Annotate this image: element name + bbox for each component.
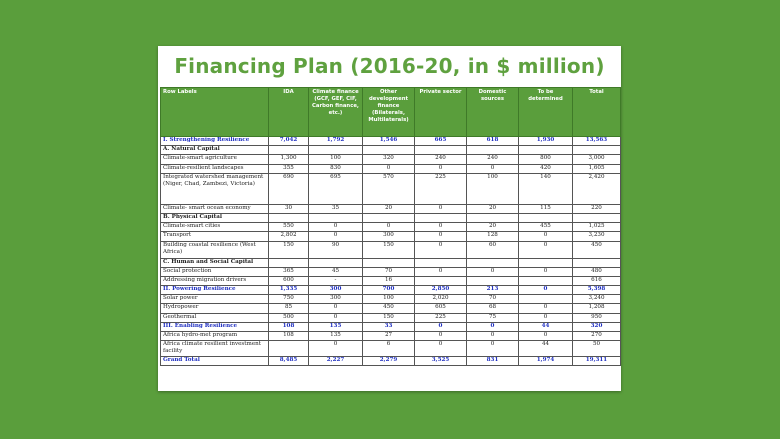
cell-other-development-finance bbox=[363, 213, 415, 222]
cell-ida bbox=[269, 213, 309, 222]
cell-total: 19,311 bbox=[573, 357, 621, 366]
cell-climate-finance: 1,792 bbox=[309, 137, 363, 146]
cell-private-sector: 0 bbox=[415, 322, 467, 331]
cell-row-label: Hydropower bbox=[161, 304, 269, 313]
cell-to-be-determined: 1,930 bbox=[519, 137, 573, 146]
cell-total: 3,230 bbox=[573, 232, 621, 241]
cell-total: 270 bbox=[573, 332, 621, 341]
cell-climate-finance: 100 bbox=[309, 155, 363, 164]
cell-to-be-determined bbox=[519, 276, 573, 285]
cell-ida bbox=[269, 258, 309, 267]
cell-domestic-sources: 0 bbox=[467, 267, 519, 276]
cell-domestic-sources: 831 bbox=[467, 357, 519, 366]
cell-to-be-determined: 0 bbox=[519, 241, 573, 258]
cell-total: 2,420 bbox=[573, 173, 621, 204]
cell-private-sector bbox=[415, 258, 467, 267]
cell-private-sector bbox=[415, 213, 467, 222]
cell-ida: 1,300 bbox=[269, 155, 309, 164]
cell-total: 50 bbox=[573, 341, 621, 357]
cell-ida: 108 bbox=[269, 332, 309, 341]
cell-climate-finance: 300 bbox=[309, 295, 363, 304]
cell-private-sector: 240 bbox=[415, 155, 467, 164]
cell-total: 950 bbox=[573, 313, 621, 322]
cell-row-label: Geothermal bbox=[161, 313, 269, 322]
cell-row-label: Transport bbox=[161, 232, 269, 241]
cell-to-be-determined: 0 bbox=[519, 232, 573, 241]
cell-other-development-finance: 6 bbox=[363, 341, 415, 357]
cell-climate-finance: 0 bbox=[309, 313, 363, 322]
cell-private-sector bbox=[415, 146, 467, 155]
cell-to-be-determined: 1,974 bbox=[519, 357, 573, 366]
cell-ida: 1,335 bbox=[269, 286, 309, 295]
cell-total: 480 bbox=[573, 267, 621, 276]
cell-climate-finance: - bbox=[309, 276, 363, 285]
cell-ida: 690 bbox=[269, 173, 309, 204]
cell-row-label: III. Enabling Resilience bbox=[161, 322, 269, 331]
cell-domestic-sources: 128 bbox=[467, 232, 519, 241]
cell-private-sector: 0 bbox=[415, 241, 467, 258]
cell-domestic-sources: 0 bbox=[467, 332, 519, 341]
table-row bbox=[161, 164, 621, 173]
cell-total: 616 bbox=[573, 276, 621, 285]
cell-to-be-determined: 115 bbox=[519, 204, 573, 213]
cell-to-be-determined: 140 bbox=[519, 173, 573, 204]
header-total: Total bbox=[573, 88, 621, 137]
cell-private-sector bbox=[415, 276, 467, 285]
cell-total: 320 bbox=[573, 322, 621, 331]
cell-other-development-finance: 0 bbox=[363, 164, 415, 173]
table-row bbox=[161, 313, 621, 322]
cell-ida bbox=[269, 341, 309, 357]
cell-to-be-determined: 44 bbox=[519, 322, 573, 331]
cell-other-development-finance: 450 bbox=[363, 304, 415, 313]
cell-domestic-sources bbox=[467, 146, 519, 155]
cell-ida: 8,485 bbox=[269, 357, 309, 366]
cell-total: 1,605 bbox=[573, 164, 621, 173]
cell-domestic-sources bbox=[467, 213, 519, 222]
cell-domestic-sources: 213 bbox=[467, 286, 519, 295]
table-row bbox=[161, 341, 621, 357]
header-row-labels: Row Labels bbox=[161, 88, 269, 137]
financing-plan-slide bbox=[158, 46, 621, 391]
table-row bbox=[161, 304, 621, 313]
financing-table bbox=[160, 87, 621, 366]
cell-row-label: Africa hydro-met program bbox=[161, 332, 269, 341]
cell-domestic-sources: 60 bbox=[467, 241, 519, 258]
cell-ida: 500 bbox=[269, 313, 309, 322]
table-row bbox=[161, 137, 621, 146]
cell-other-development-finance: 70 bbox=[363, 267, 415, 276]
cell-to-be-determined: 0 bbox=[519, 313, 573, 322]
cell-other-development-finance: 20 bbox=[363, 204, 415, 213]
cell-private-sector: 0 bbox=[415, 267, 467, 276]
cell-domestic-sources: 0 bbox=[467, 341, 519, 357]
cell-to-be-determined: 0 bbox=[519, 332, 573, 341]
table-row bbox=[161, 223, 621, 232]
cell-private-sector: 0 bbox=[415, 223, 467, 232]
cell-climate-finance bbox=[309, 213, 363, 222]
cell-ida: 150 bbox=[269, 241, 309, 258]
cell-row-label: A. Natural Capital bbox=[161, 146, 269, 155]
cell-to-be-determined: 0 bbox=[519, 286, 573, 295]
cell-row-label: I. Strengthening Resilience bbox=[161, 137, 269, 146]
cell-other-development-finance: 27 bbox=[363, 332, 415, 341]
cell-private-sector: 0 bbox=[415, 232, 467, 241]
page-title: Financing Plan (2016-20, in $ million) bbox=[174, 54, 605, 78]
cell-other-development-finance: 16 bbox=[363, 276, 415, 285]
cell-to-be-determined: 0 bbox=[519, 304, 573, 313]
cell-row-label: Climate- smart ocean economy bbox=[161, 204, 269, 213]
cell-other-development-finance: 1,546 bbox=[363, 137, 415, 146]
cell-climate-finance: 2,227 bbox=[309, 357, 363, 366]
cell-other-development-finance: 150 bbox=[363, 313, 415, 322]
table-row bbox=[161, 213, 621, 222]
cell-total bbox=[573, 213, 621, 222]
cell-ida: 85 bbox=[269, 304, 309, 313]
cell-total: 450 bbox=[573, 241, 621, 258]
cell-total: 220 bbox=[573, 204, 621, 213]
header-row bbox=[161, 88, 621, 137]
cell-total: 3,240 bbox=[573, 295, 621, 304]
cell-ida: 600 bbox=[269, 276, 309, 285]
cell-to-be-determined bbox=[519, 213, 573, 222]
cell-total: 1,208 bbox=[573, 304, 621, 313]
cell-to-be-determined: 0 bbox=[519, 267, 573, 276]
cell-climate-finance: 695 bbox=[309, 173, 363, 204]
cell-private-sector: 225 bbox=[415, 173, 467, 204]
cell-private-sector: 0 bbox=[415, 164, 467, 173]
cell-total: 1,025 bbox=[573, 223, 621, 232]
cell-climate-finance bbox=[309, 258, 363, 267]
header-to-be-determined: To be determined bbox=[519, 88, 573, 137]
cell-row-label: Africa climate resilient investment facility bbox=[161, 341, 269, 357]
cell-domestic-sources bbox=[467, 276, 519, 285]
cell-row-label: Solar power bbox=[161, 295, 269, 304]
cell-row-label: Climate-smart agriculture bbox=[161, 155, 269, 164]
cell-other-development-finance: 570 bbox=[363, 173, 415, 204]
table-row bbox=[161, 232, 621, 241]
header-domestic-sources: Domestic sources bbox=[467, 88, 519, 137]
header-other-development-finance: Other development finance (Bilaterals, Multilaterals) bbox=[363, 88, 415, 137]
cell-to-be-determined bbox=[519, 258, 573, 267]
cell-private-sector: 2,850 bbox=[415, 286, 467, 295]
table-row bbox=[161, 286, 621, 295]
cell-total: 5,398 bbox=[573, 286, 621, 295]
cell-climate-finance: 0 bbox=[309, 341, 363, 357]
cell-row-label: Social protection bbox=[161, 267, 269, 276]
cell-row-label: II. Powering Resilience bbox=[161, 286, 269, 295]
cell-row-label: Integrated watershed management (Niger, Chad, Zambezi, Victoria) bbox=[161, 173, 269, 204]
cell-other-development-finance: 2,279 bbox=[363, 357, 415, 366]
cell-ida: 750 bbox=[269, 295, 309, 304]
cell-other-development-finance: 320 bbox=[363, 155, 415, 164]
cell-domestic-sources: 100 bbox=[467, 173, 519, 204]
cell-row-label: Grand Total bbox=[161, 357, 269, 366]
cell-to-be-determined: 800 bbox=[519, 155, 573, 164]
cell-other-development-finance bbox=[363, 258, 415, 267]
cell-row-label: Building coastal resilience (West Africa) bbox=[161, 241, 269, 258]
table-row bbox=[161, 241, 621, 258]
cell-domestic-sources: 0 bbox=[467, 322, 519, 331]
cell-domestic-sources: 70 bbox=[467, 295, 519, 304]
cell-ida: 550 bbox=[269, 223, 309, 232]
cell-to-be-determined: 44 bbox=[519, 341, 573, 357]
table-row bbox=[161, 322, 621, 331]
cell-row-label: Climate-resilient landscapes bbox=[161, 164, 269, 173]
cell-climate-finance: 135 bbox=[309, 332, 363, 341]
cell-row-label: Climate-smart cities bbox=[161, 223, 269, 232]
cell-domestic-sources: 0 bbox=[467, 164, 519, 173]
table-row bbox=[161, 267, 621, 276]
cell-domestic-sources bbox=[467, 258, 519, 267]
cell-other-development-finance: 150 bbox=[363, 241, 415, 258]
cell-to-be-determined: 455 bbox=[519, 223, 573, 232]
table-row bbox=[161, 173, 621, 204]
cell-other-development-finance: 0 bbox=[363, 223, 415, 232]
table-body bbox=[161, 137, 621, 366]
table-row bbox=[161, 276, 621, 285]
cell-domestic-sources: 68 bbox=[467, 304, 519, 313]
table-row bbox=[161, 204, 621, 213]
cell-private-sector: 0 bbox=[415, 341, 467, 357]
cell-ida bbox=[269, 146, 309, 155]
cell-domestic-sources: 240 bbox=[467, 155, 519, 164]
table-row bbox=[161, 146, 621, 155]
cell-ida: 30 bbox=[269, 204, 309, 213]
cell-row-label: Addressing migration drivers bbox=[161, 276, 269, 285]
header-private-sector: Private sector bbox=[415, 88, 467, 137]
cell-ida: 2,802 bbox=[269, 232, 309, 241]
cell-to-be-determined bbox=[519, 295, 573, 304]
cell-climate-finance: 0 bbox=[309, 232, 363, 241]
cell-climate-finance: 830 bbox=[309, 164, 363, 173]
cell-climate-finance: 0 bbox=[309, 304, 363, 313]
cell-other-development-finance bbox=[363, 146, 415, 155]
cell-total: 13,563 bbox=[573, 137, 621, 146]
table-row bbox=[161, 332, 621, 341]
cell-row-label: B. Physical Capital bbox=[161, 213, 269, 222]
cell-other-development-finance: 100 bbox=[363, 295, 415, 304]
cell-other-development-finance: 33 bbox=[363, 322, 415, 331]
header-ida: IDA bbox=[269, 88, 309, 137]
cell-climate-finance bbox=[309, 146, 363, 155]
header-climate-finance: Climate finance (GCF, GEF, CIF, Carbon finance, etc.) bbox=[309, 88, 363, 137]
cell-private-sector: 0 bbox=[415, 204, 467, 213]
cell-climate-finance: 0 bbox=[309, 223, 363, 232]
table-row bbox=[161, 357, 621, 366]
cell-climate-finance: 45 bbox=[309, 267, 363, 276]
cell-domestic-sources: 20 bbox=[467, 223, 519, 232]
cell-to-be-determined bbox=[519, 146, 573, 155]
cell-total bbox=[573, 258, 621, 267]
cell-ida: 7,042 bbox=[269, 137, 309, 146]
cell-private-sector: 225 bbox=[415, 313, 467, 322]
cell-ida: 365 bbox=[269, 267, 309, 276]
cell-private-sector: 3,525 bbox=[415, 357, 467, 366]
cell-private-sector: 2,020 bbox=[415, 295, 467, 304]
table-row bbox=[161, 295, 621, 304]
cell-ida: 108 bbox=[269, 322, 309, 331]
cell-other-development-finance: 300 bbox=[363, 232, 415, 241]
cell-row-label: C. Human and Social Capital bbox=[161, 258, 269, 267]
cell-climate-finance: 135 bbox=[309, 322, 363, 331]
cell-climate-finance: 90 bbox=[309, 241, 363, 258]
cell-private-sector: 605 bbox=[415, 304, 467, 313]
cell-total: 3,000 bbox=[573, 155, 621, 164]
cell-total bbox=[573, 146, 621, 155]
table-row bbox=[161, 258, 621, 267]
cell-domestic-sources: 618 bbox=[467, 137, 519, 146]
cell-private-sector: 0 bbox=[415, 332, 467, 341]
cell-climate-finance: 300 bbox=[309, 286, 363, 295]
cell-to-be-determined: 420 bbox=[519, 164, 573, 173]
cell-domestic-sources: 75 bbox=[467, 313, 519, 322]
cell-domestic-sources: 20 bbox=[467, 204, 519, 213]
cell-ida: 355 bbox=[269, 164, 309, 173]
table-row bbox=[161, 155, 621, 164]
cell-private-sector: 665 bbox=[415, 137, 467, 146]
cell-climate-finance: 35 bbox=[309, 204, 363, 213]
cell-other-development-finance: 700 bbox=[363, 286, 415, 295]
